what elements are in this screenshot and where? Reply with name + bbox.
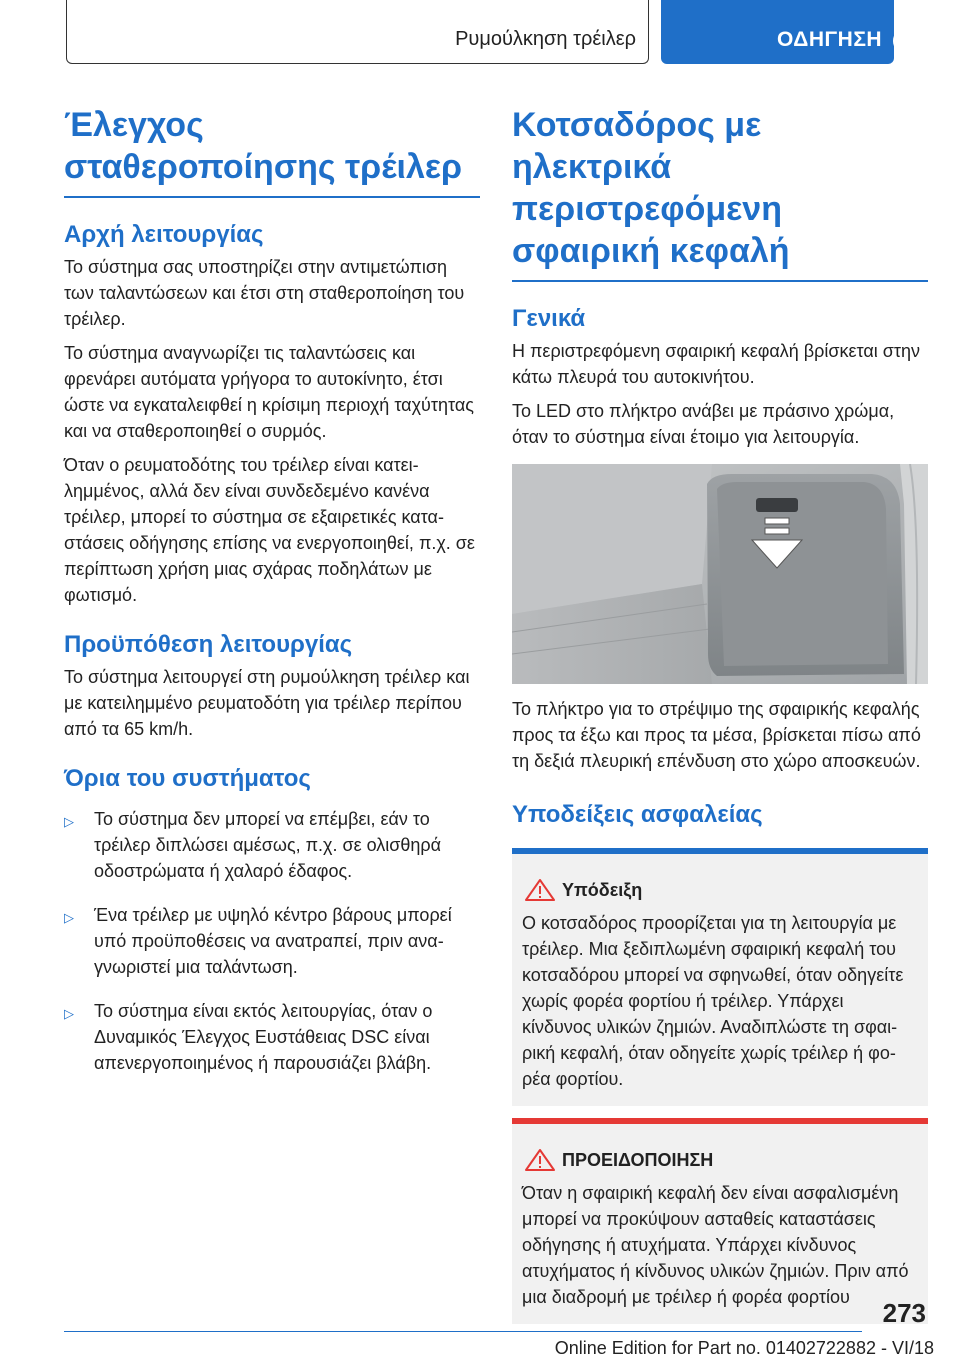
header-section-box — [66, 0, 649, 64]
bullet-triangle-icon: ▷ — [64, 814, 74, 829]
general-paragraph-2: Το LED στο πλήκτρο ανάβει με πράσινο χρώμα, όταν το σύστημα είναι έτοιμο για λειτουργία. — [512, 401, 895, 447]
warning-triangle-icon — [524, 1148, 556, 1172]
warning-text: Όταν η σφαιρική κεφαλή δεν είναι ασφαλισμένη μπορεί να προκύψουν ασταθείς καταστάσεις οδήγησης ή ατυχήματα. Υπάρχει κίνδυνος ατυχήματος ή κίνδυνος υλικών ζημιών. Πριν από μια διαδρομή με τρέιλερ ή φορέα φορτίου — [522, 1183, 909, 1307]
footer-edition: Online Edition for Part no. 01402722882 - VI/18 — [554, 1338, 934, 1358]
prerequisite-heading: Προϋπόθεση λειτουργίας — [64, 631, 353, 658]
limits-list — [64, 806, 480, 1076]
bullet-triangle-icon: ▷ — [64, 910, 74, 925]
right-column — [512, 104, 928, 1324]
header-section-title: Ρυμούλκηση τρέιλερ — [455, 28, 636, 50]
footer-rule — [64, 1331, 862, 1332]
header-chapter-tab[interactable] — [661, 0, 910, 64]
bullet-triangle-icon: ▷ — [64, 1006, 74, 1021]
notice-box — [512, 848, 928, 1106]
prerequisite-paragraph: Το σύστημα λειτουργεί στη ρυμούλκηση τρέιλερ και με κατειλημμένο ρευματοδότη για τρέιλερ περίπου από τα 65 km/h. — [64, 667, 470, 739]
header-chapter-label: ΟΔΗΓΗΣΗ — [777, 28, 883, 51]
trailer-stability-title: Έλεγχος σταθεροποίησης τρέιλερ — [64, 106, 463, 186]
left-column — [64, 104, 480, 1094]
notice-title: Υπόδειξη — [562, 879, 643, 900]
limits-heading: Όρια του συστήματος — [64, 765, 311, 792]
page-number: 273 — [882, 1298, 926, 1328]
notice-text: Ο κοτσαδόρος προορίζεται για τη λειτουργία με τρέιλερ. Μια ξεδιπλωμένη σφαιρική κεφαλή του κοτσαδόρου μπορεί να σφηνωθεί, όταν οδηγείτε χωρίς φορέα φορτίου ή τρέιλερ. Υπάρχει κίνδυνος υλικών ζημιών. Αναδιπλώστε τη σφαιρική κεφαλή, όταν οδηγείτε χωρίς τρέιλερ ή φορέα φορτίου. — [522, 913, 904, 1089]
principle-paragraph-1: Το σύστημα σας υποστηρίζει στην αντιμετώπιση των ταλαντώσεων και έτσι στη σταθεροποίηση του τρέιλερ. — [64, 257, 465, 329]
button-location-caption: Το πλήκτρο για το στρέψιμο της σφαιρικής κεφαλής προς τα έξω και προς τα μέσα, βρίσκεται πίσω από τη δεξιά πλευρική επένδυση στο χώρο αποσκευών. — [512, 699, 921, 771]
luggage-compartment-photo — [512, 464, 928, 684]
trim-panel-illustration — [512, 464, 928, 684]
warning-triangle-icon — [524, 878, 556, 902]
list-item: ▷ Το σύστημα δεν μπορεί να επέμβει, εάν το τρέιλερ διπλώσει αμέσως, π.χ. σε ολισθηρά οδοστρώματα ή χαλαρό έδαφος. — [64, 806, 480, 884]
general-heading: Γενικά — [512, 305, 586, 332]
list-item: ▷ Το σύστημα είναι εκτός λειτουργίας, όταν ο Δυναμικός Έλεγχος Ευστάθειας DSC είναι απενεργοποιημένος ή παρουσιάζει βλάβη. — [64, 998, 480, 1076]
safety-heading: Υποδείξεις ασφαλείας — [512, 801, 763, 828]
principle-paragraph-2: Το σύστημα αναγνωρίζει τις ταλαντώσεις και φρενάρει αυτόματα γρήγορα το αυτοκίνητο, έτσι ώστε να εγκαταλειφθεί η κρίσιμη περιοχή ταχύτητας και να σταθεροποιηθεί ο συρμός. — [64, 343, 474, 441]
warning-title: ΠΡΟΕΙΔΟΠΟΙΗΣΗ — [562, 1149, 714, 1170]
tow-hitch-title: Κοτσαδόρος με ηλεκτρικά περιστρεφόμενη σφαιρική κεφαλή — [512, 106, 790, 270]
info-icon[interactable]: i — [893, 28, 919, 54]
warning-box — [512, 1118, 928, 1324]
principle-paragraph-3: Όταν ο ρευματοδότης του τρέιλερ είναι κατειλημμένος, αλλά δεν είναι συνδεδεμένο κανένα τρέιλερ, μπορεί το σύστημα σε εξαιρετικές καταστάσεις οδήγησης επίσης να ενεργοποιηθεί, π.χ. σε περίπτωση χρήση μιας σχάρας ποδηλάτων με φωτισμό. — [64, 455, 475, 605]
list-item: ▷ Ένα τρέιλερ με υψηλό κέντρο βάρους μπορεί υπό προϋποθέσεις να ανατραπεί, πριν αναγνωριστεί μια ταλάντωση. — [64, 902, 480, 980]
principle-heading: Αρχή λειτουργίας — [64, 221, 264, 248]
general-paragraph-1: Η περιστρεφόμενη σφαιρική κεφαλή βρίσκεται στην κάτω πλευρά του αυτοκινήτου. — [512, 341, 921, 387]
